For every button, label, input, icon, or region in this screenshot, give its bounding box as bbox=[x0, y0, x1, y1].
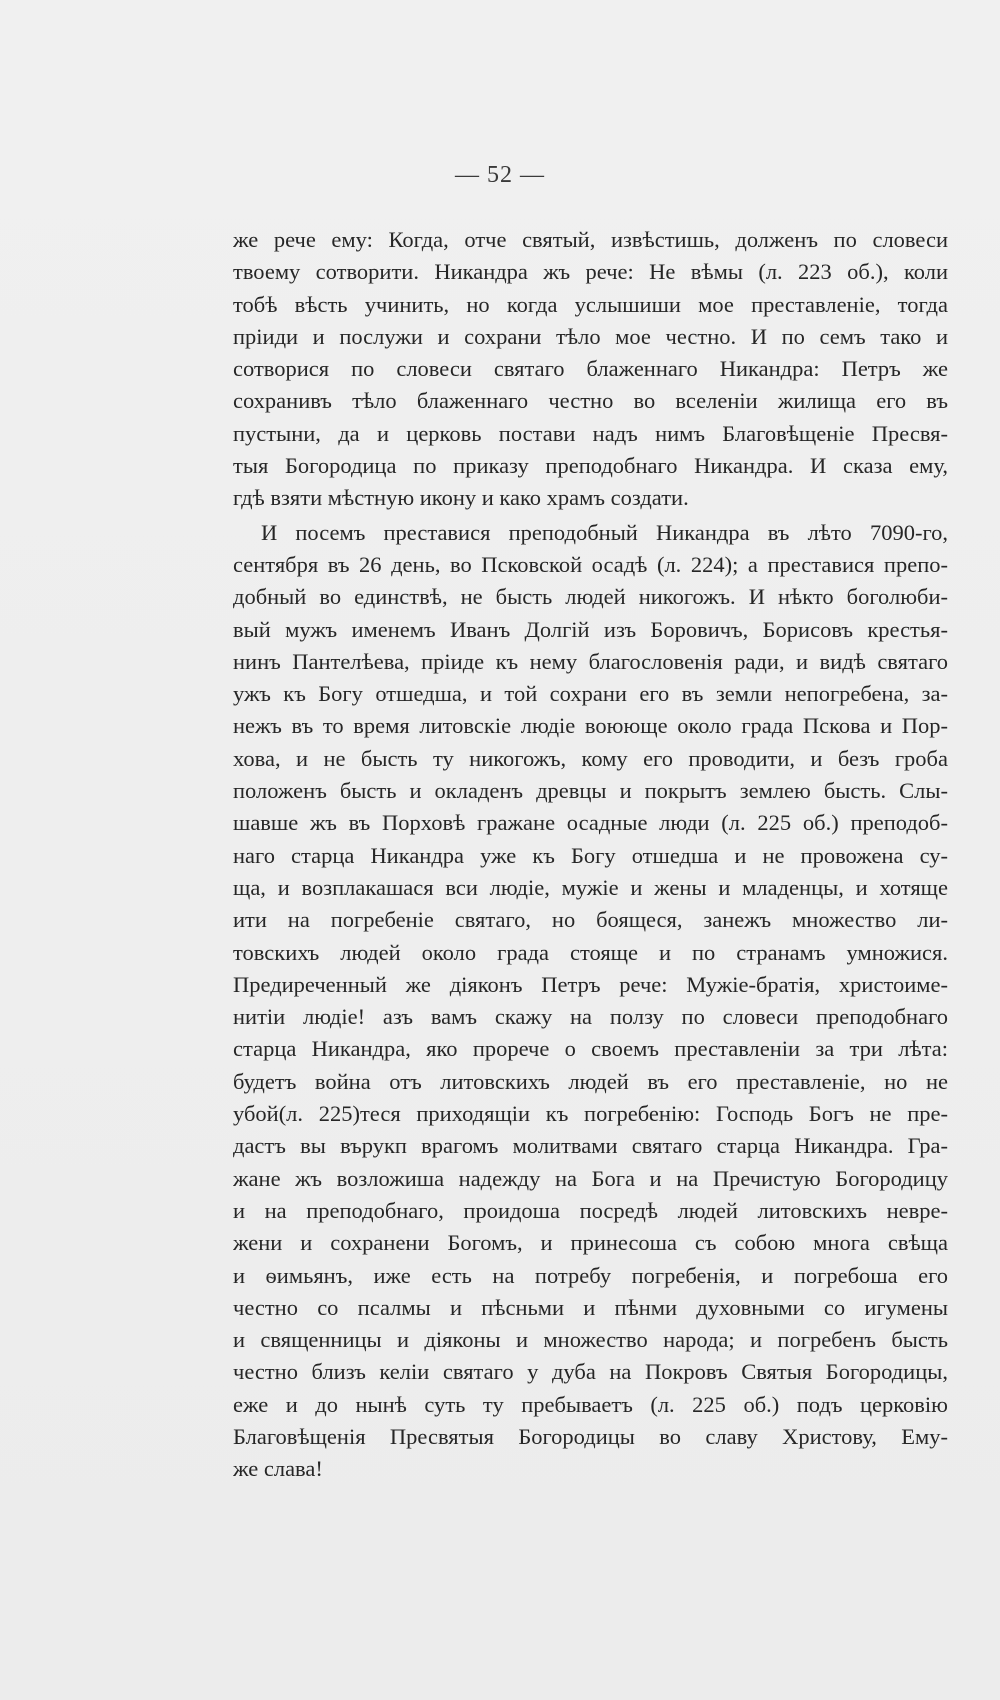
text-line: сентября въ 26 день, во Псковской осадѣ (л. 224); а преставися препо- bbox=[233, 551, 948, 577]
body-text bbox=[233, 224, 948, 1486]
text-line: честно близъ келіи святаго у дуба на Покровъ Святыя Богородицы, bbox=[233, 1359, 948, 1385]
text-line: Благовѣщенія Пресвятыя Богородицы во славу Христову, Ему- bbox=[233, 1423, 948, 1449]
text-line: вый мужъ именемъ Иванъ Долгій изъ Боровичъ, Борисовъ крестья- bbox=[233, 616, 948, 642]
page-number: — 52 — bbox=[455, 162, 545, 188]
paragraph bbox=[233, 224, 948, 515]
text-line: и на преподобнаго, проидоша посредѣ людей литовскихъ невре- bbox=[233, 1197, 948, 1223]
text-line: И посемъ преставися преподобный Никандра въ лѣто 7090-го, bbox=[261, 519, 948, 545]
text-line: убой(л. 225)теся приходящіи къ погребенію: Господь Богъ не пре- bbox=[233, 1101, 948, 1127]
text-line: дастъ вы върукп врагомъ молитвами святаго старца Никандра. Гра- bbox=[233, 1133, 948, 1159]
text-line: старца Никандра, яко прорече о своемъ преставленіи за три лѣта: bbox=[233, 1036, 948, 1062]
text-line: тобѣ вѣсть учинить, но когда услышиши мое преставленіе, тогда bbox=[233, 291, 948, 317]
text-line: жане жъ возложиша надежду на Бога и на Пречистую Богородицу bbox=[233, 1165, 948, 1191]
text-line: товскихъ людей около града стояще и по странамъ умножися. bbox=[233, 939, 948, 965]
text-line: пустыни, да и церковь постави надъ нимъ Благовѣщеніе Пресвя- bbox=[233, 420, 948, 446]
paragraph bbox=[233, 517, 948, 1486]
text-line: нежъ въ то время литовскіе людіе воююще около града Пскова и Пор- bbox=[233, 713, 948, 739]
text-line: наго старца Никандра уже къ Богу отшедша и не провожена су- bbox=[233, 842, 948, 868]
text-line: тыя Богородица по приказу преподобнаго Никандра. И сказа ему, bbox=[233, 453, 948, 479]
text-line: положенъ бысть и окладенъ древцы и покрытъ землею бысть. Слы- bbox=[233, 778, 948, 804]
text-line: нитіи людіе! азъ вамъ скажу на ползу по словеси преподобнаго bbox=[233, 1004, 948, 1030]
text-line: еже и до нынѣ суть ту пребываетъ (л. 225 об.) подъ церковію bbox=[233, 1391, 948, 1417]
text-line: честно со псалмы и пѣсньми и пѣнми духовными со игумены bbox=[233, 1294, 948, 1320]
text-line: и ѳимьянъ, иже есть на потребу погребенія, и погребоша его bbox=[233, 1262, 948, 1288]
text-line: гдѣ взяти мѣстную икону и како храмъ создати. bbox=[233, 485, 689, 511]
text-line: же слава! bbox=[233, 1456, 323, 1482]
text-line: сохранивъ тѣло блаженнаго честно во вселеніи жилища его въ bbox=[233, 388, 948, 414]
text-line: будетъ война отъ литовскихъ людей въ его преставленіе, но не bbox=[233, 1068, 948, 1094]
text-line: ити на погребеніе святаго, но боящеся, занежъ множество ли- bbox=[233, 907, 948, 933]
text-line: хова, и не бысть ту никогожъ, кому его проводити, и безъ гроба bbox=[233, 745, 948, 771]
text-line: же рече ему: Когда, отче святый, извѣстишь, долженъ по словеси bbox=[233, 227, 948, 252]
text-line: твоему сотворити. Никандра жъ рече: Не вѣмы (л. 223 об.), коли bbox=[233, 259, 948, 285]
text-line: ужъ къ Богу отшедша, и той сохрани его въ земли непогребена, за- bbox=[233, 681, 948, 707]
text-line: и священницы и діяконы и множество народа; и погребенъ бысть bbox=[233, 1327, 948, 1353]
text-line: нинъ Пантелѣева, пріиде къ нему благословенія ради, и видѣ святаго bbox=[233, 648, 948, 674]
text-line: Предиреченный же діяконъ Петръ рече: Мужіе-братія, христоиме- bbox=[233, 971, 948, 997]
text-line: ща, и возплакашася вси людіе, мужіе и жены и младенцы, и хотяще bbox=[233, 874, 948, 900]
text-line: жени и сохранени Богомъ, и принесоша съ собою многа свѣща bbox=[233, 1230, 948, 1256]
text-line: шавше жъ въ Порховѣ гражане осадные люди (л. 225 об.) преподоб- bbox=[233, 810, 948, 836]
text-line: сотворися по словеси святаго блаженнаго Никандра: Петръ же bbox=[233, 356, 948, 382]
text-line: пріиди и послужи и сохрани тѣло мое честно. И по семъ тако и bbox=[233, 323, 948, 349]
text-line: добный во единствѣ, не бысть людей никогожъ. И нѣкто боголюби- bbox=[233, 584, 948, 610]
